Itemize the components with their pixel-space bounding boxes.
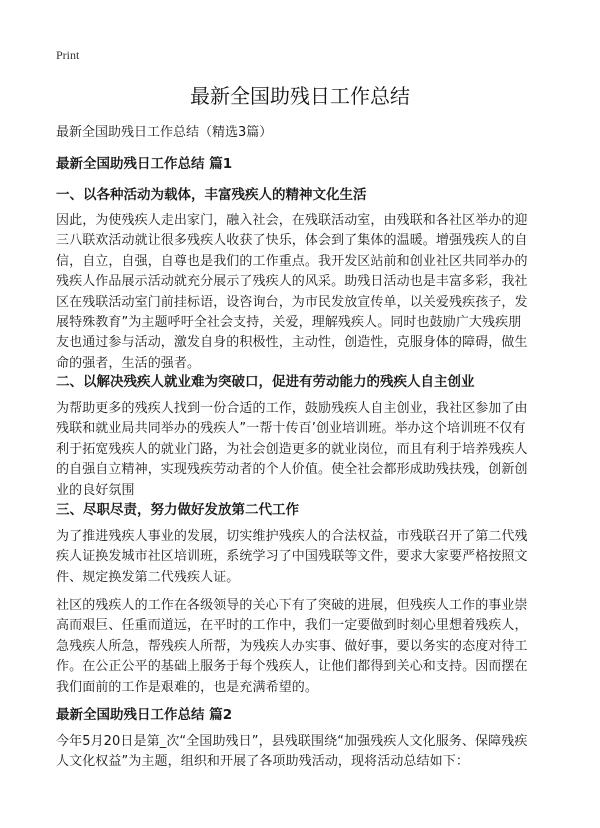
paragraph-line: 三八联欢活动就让很多残疾人收获了快乐，体会到了集体的温暖。增强残疾人的自 (56, 233, 528, 249)
paragraph-line: 急残疾人所急，帮残疾人所帮，为残疾人办实事、做好事，要以务实的态度对待工 (56, 638, 528, 654)
paragraph-line: 因此，为使残疾人走出家门，融入社会，在残联活动室，由残联和各社区举办的迎 (56, 213, 528, 228)
part-heading-3: 三、尽职尽责，努力做好发放第二代工作 (56, 502, 299, 518)
section-heading-2: 最新全国助残日工作总结 篇2 (56, 707, 233, 723)
paragraph-line: 友也通过参与活动，激发自身的积极性，主动性，创造性，克服身体的障碍，做生 (56, 335, 528, 351)
document-subtitle: 最新全国助残日工作总结（精选3篇） (56, 125, 273, 140)
paragraph-line: 展特殊教育”为主题呼吁全社会支持，关爱，理解残疾人。同时也鼓励广大残疾朋 (56, 315, 522, 331)
paragraph-line: 为了推进残疾人事业的发展，切实维护残疾人的合法权益，市残联召开了第二代残 (56, 529, 528, 544)
paragraph-line: 件、规定换发第二代残疾人证。 (56, 569, 240, 585)
paragraph-line: 区在残联活动室门前挂标语，设咨询台，为市民发放宣传单，以关爱残疾孩子，发 (56, 294, 528, 310)
print-link[interactable]: Print (56, 48, 80, 62)
paragraph-line: 为帮助更多的残疾人找到一份合适的工作，鼓励残疾人自主创业，我社区参加了由 (56, 401, 528, 416)
part-heading-2: 二、以解决残疾人就业难为突破口，促进有劳动能力的残疾人自主创业 (56, 374, 475, 390)
paragraph-part3a (56, 527, 544, 588)
paragraph-line: 的自强自立精神，实现残疾劳动者的个人价值。使全社会都形成助残扶残，创新创 (56, 462, 528, 478)
paragraph-part2 (56, 399, 544, 501)
paragraph-line: 社区的残疾人的工作在各级领导的关心下有了突破的进展，但残疾人工作的事业崇 (56, 598, 528, 613)
paragraph-line: 今年5月20日是第_次“全国助残日”，县残联围绕“加强残疾人文化服务、保障残疾 (56, 734, 528, 749)
paragraph-line: 作。在公正公平的基础上服务于每个残疾人，让他们都得到关心和支持。因而摆在 (56, 659, 528, 675)
paragraph-line: 业的良好氛围 (56, 482, 135, 498)
paragraph-line: 疾人证换发城市社区培训班，系统学习了中国残联等文件，要求大家要严格按照文 (56, 549, 528, 565)
part-heading-1: 一、以各种活动为载体，丰富残疾人的精神文化生活 (56, 187, 367, 203)
paragraph-part3b (56, 596, 544, 698)
paragraph-section2 (56, 732, 544, 773)
paragraph-line: 残联和就业局共同举办的残疾人”一帮十传百’创业培训班。举办这个培训班不仅有 (56, 421, 526, 437)
paragraph-line: 利于拓宽残疾人的就业门路，为社会创造更多的就业岗位，而且有利于培养残疾人 (56, 441, 528, 457)
paragraph-line: 人文化权益”为主题，组织和开展了各项助残活动，现将活动总结如下： (56, 754, 469, 770)
page-title: 最新全国助残日工作总结 (190, 84, 410, 108)
paragraph-line: 高而艰巨、任重而道远，在平时的工作中，我们一定要做到时刻心里想着残疾人， (56, 618, 528, 634)
paragraph-part1 (56, 211, 544, 374)
section-heading-1: 最新全国助残日工作总结 篇1 (56, 156, 233, 172)
paragraph-line: 我们面前的工作是艰难的，也是充满希望的。 (56, 679, 319, 695)
paragraph-line: 残疾人作品展示活动就充分展示了残疾人的风采。助残日活动也是丰富多彩，我社 (56, 274, 528, 290)
paragraph-line: 命的强者，生活的强者。 (56, 355, 201, 371)
paragraph-line: 信，自立，自强，自尊也是我们的工作重点。我开发区站前和创业社区共同举办的 (56, 253, 528, 269)
